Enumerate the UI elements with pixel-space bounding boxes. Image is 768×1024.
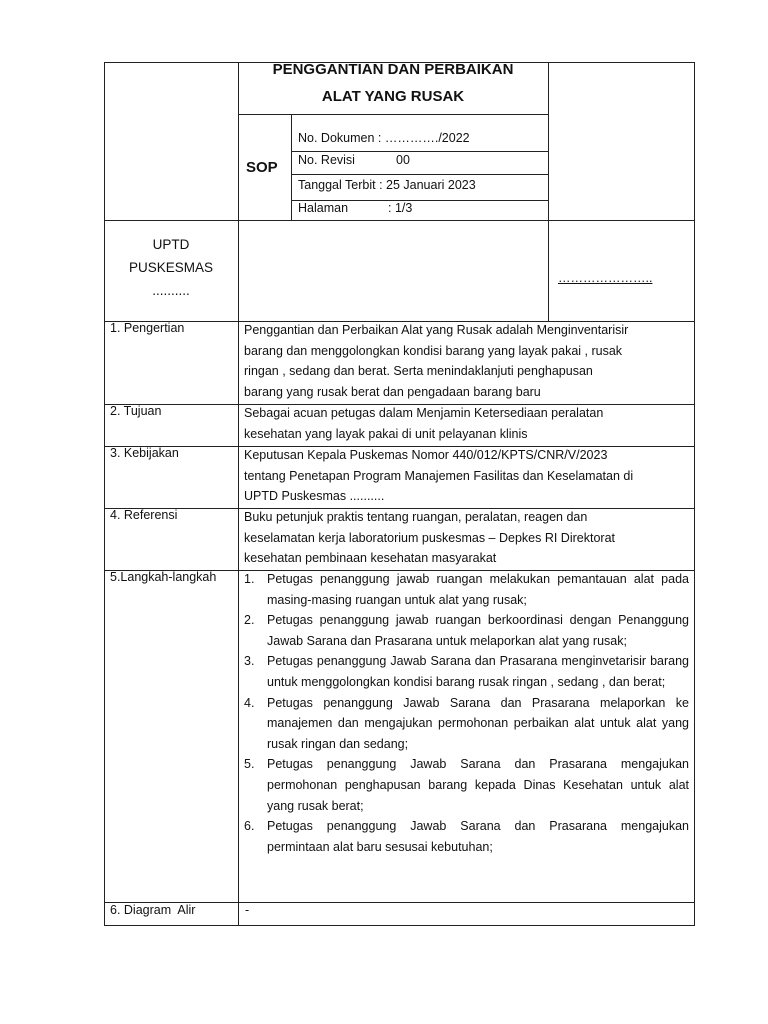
text-line: barang dan menggolongkan kondisi barang yang layak pakai , rusak [244, 343, 623, 358]
text-line: kesehatan yang layak pakai di unit pelayanan klinis [244, 426, 528, 441]
page-label: Halaman [298, 201, 349, 215]
step-item [240, 816, 689, 857]
step-text: Petugas penanggung jawab ruangan berkoordinasi dengan Penanggung Jawab Sarana dan Prasarana untuk melaporkan alat yang rusak; [267, 613, 689, 648]
text-line: keselamatan kerja laboratorium puskesmas – Depkes RI Direktorat [244, 530, 615, 545]
kebijakan-label: 3. Kebijakan [110, 446, 179, 460]
step-item [240, 569, 689, 610]
step-item [240, 651, 689, 692]
step-text: Petugas penanggung Jawab Sarana dan Prasarana mengajukan permohonan penghapusan barang kepada Dinas Kesehatan untuk alat yang rusak berat; [267, 757, 689, 813]
revision-value: 00 [396, 153, 410, 167]
tujuan-label: 2. Tujuan [110, 404, 162, 418]
step-item [240, 693, 689, 755]
step-number: 5. [244, 757, 255, 772]
pengertian-label: 1. Pengertian [110, 321, 185, 335]
referensi-text [244, 507, 688, 569]
step-number: 1. [244, 572, 255, 586]
step-number: 2. [244, 613, 255, 628]
langkah-steps [240, 569, 689, 857]
langkah-label: 5.Langkah-langkah [110, 570, 217, 584]
signature-line: ………………….. [558, 271, 653, 285]
step-number: 3. [244, 654, 255, 669]
pengertian-text [244, 320, 688, 402]
revision-label: No. Revisi [298, 153, 355, 167]
org-line1: UPTD [152, 237, 190, 252]
step-text: Petugas penanggung Jawab Sarana dan Prasarana melaporkan ke manajemen dan mengajukan permohonan perbaikan alat untuk alat yang rusak ringan dan sedang; [267, 695, 689, 751]
step-text: Petugas penanggung jawab ruangan melakukan pemantauan alat pada masing-masing ruangan untuk alat yang rusak; [267, 572, 689, 607]
text-line: barang yang rusak berat dan pengadaan barang baru [244, 384, 541, 399]
text-line: Penggantian dan Perbaikan Alat yang Rusak adalah Menginventarisir [244, 323, 629, 337]
tujuan-text [244, 403, 688, 444]
text-line: kesehatan pembinaan kesehatan masyarakat [244, 551, 497, 566]
document-title-line1: PENGGANTIAN DAN PERBAIKAN [272, 61, 514, 78]
text-line: tentang Penetapan Program Manajemen Fasilitas dan Keselamatan di [244, 468, 634, 483]
org-line2: PUSKESMAS [128, 260, 214, 275]
step-text: Petugas penanggung Jawab Sarana dan Prasarana mengajukan permintaan alat baru sesusai kebutuhan; [267, 819, 689, 854]
text-line: Sebagai acuan petugas dalam Menjamin Ketersediaan peralatan [244, 406, 604, 420]
kebijakan-text [244, 445, 690, 507]
step-number: 6. [244, 819, 255, 834]
document-number: No. Dokumen : …………./2022 [298, 131, 470, 145]
org-line3: .......... [152, 283, 190, 298]
diagram-value: - [245, 903, 250, 917]
step-number: 4. [244, 695, 255, 710]
text-line: Keputusan Kepala Puskemas Nomor 440/012/KPTS/CNR/V/2023 [244, 448, 608, 462]
referensi-label: 4. Referensi [110, 508, 178, 522]
step-item [240, 610, 689, 651]
text-line: ringan , sedang dan berat. Serta menindaklanjuti penghapusan [244, 364, 593, 379]
diagram-label: 6. Diagram Alir [110, 903, 196, 917]
issue-date: Tanggal Terbit : 25 Januari 2023 [298, 178, 476, 192]
step-text: Petugas penanggung Jawab Sarana dan Prasarana menginvetarisir barang untuk menggolongkan kondisi barang rusak ringan , sedang , dan berat; [267, 654, 689, 689]
step-item [240, 754, 689, 816]
page-value: : 1/3 [388, 201, 413, 215]
text-line: Buku petunjuk praktis tentang ruangan, peralatan, reagen dan [244, 510, 588, 524]
sop-label: SOP [246, 159, 278, 176]
text-line: UPTD Puskesmas .......... [244, 489, 385, 504]
document-title-line2: ALAT YANG RUSAK [321, 88, 465, 105]
